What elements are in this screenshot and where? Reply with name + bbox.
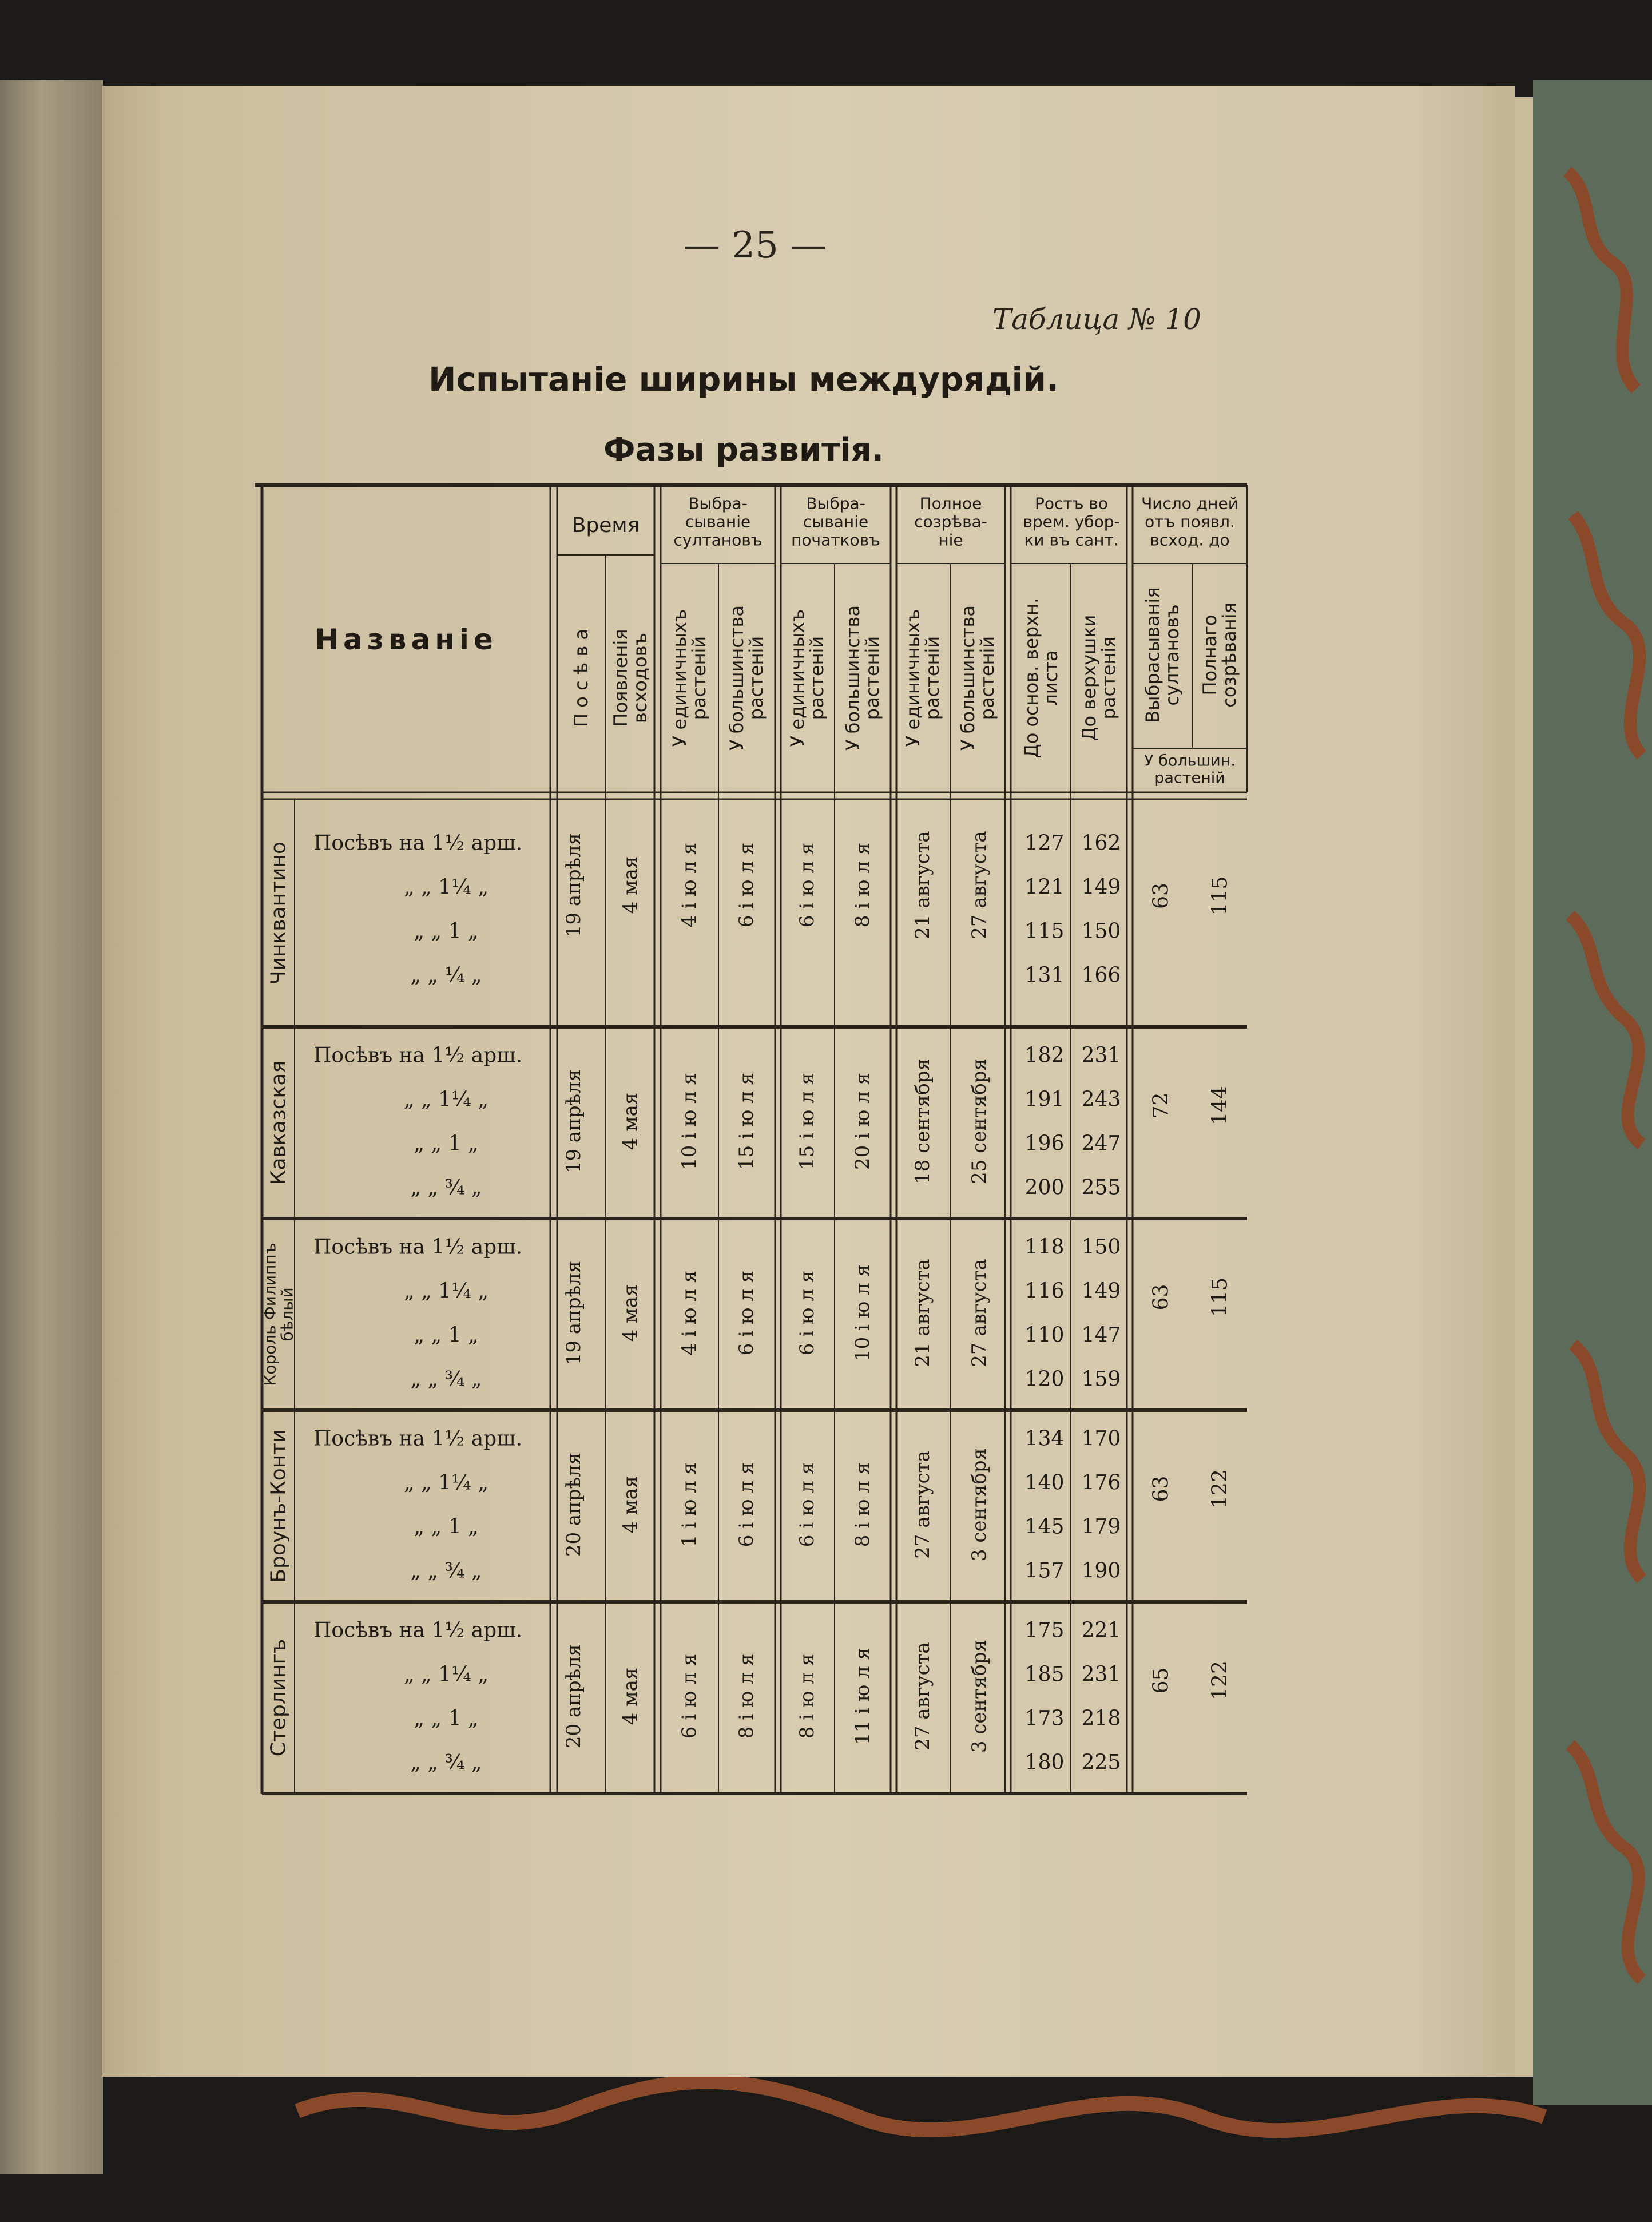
table-label: Таблица № 10	[992, 303, 1201, 336]
planting-row-label: „ „ 1 „	[414, 1132, 479, 1156]
growth-to-top-value: 243	[1081, 1088, 1121, 1112]
table-subtitle: Фазы развитія.	[603, 431, 884, 469]
date-ripe-single: 21 августа	[911, 1259, 934, 1367]
date-sultans-most: 6 і ю л я	[735, 1462, 758, 1548]
header-days-note: У большин.	[1144, 752, 1236, 770]
date-cobs-single: 8 і ю л я	[796, 1653, 819, 1739]
header-col-cobs_single: У единичныхъ	[787, 609, 808, 747]
planting-row-label: „ „ ¾ „	[410, 1559, 482, 1583]
growth-to-top-value: 255	[1081, 1176, 1121, 1200]
planting-row-label: „ „ 1 „	[414, 1323, 479, 1347]
header-col-days_ripening: созрѣванія	[1218, 602, 1240, 708]
growth-to-top-value: 176	[1081, 1471, 1121, 1495]
date-sowing: 19 апрѣля	[562, 832, 585, 938]
date-sultans-single: 10 і ю л я	[678, 1072, 701, 1170]
date-cobs-most: 11 і ю л я	[851, 1647, 874, 1745]
growth-to-leaf-value: 180	[1024, 1751, 1065, 1775]
date-cobs-single: 6 і ю л я	[796, 1270, 819, 1356]
days-to-sultans: 65	[1149, 1667, 1173, 1694]
table-title: Испытаніе ширины междурядій.	[428, 360, 1059, 399]
growth-to-leaf-value: 131	[1024, 963, 1065, 987]
growth-to-top-value: 166	[1081, 963, 1121, 987]
header-group-cobs-line: Выбра-	[806, 494, 865, 513]
variety-name: Король Филиппъ	[260, 1243, 280, 1386]
header-col-sowing: П о с ѣ в а	[570, 628, 592, 728]
growth-to-top-value: 147	[1081, 1323, 1121, 1347]
date-sowing: 19 апрѣля	[562, 1260, 585, 1366]
date-ripe-most: 27 августа	[968, 1259, 991, 1367]
variety-name: бѣлый	[277, 1287, 297, 1342]
header-group-sultans-line: султановъ	[673, 530, 763, 550]
date-cobs-most: 10 і ю л я	[851, 1264, 874, 1362]
growth-to-leaf-value: 127	[1024, 831, 1065, 855]
header-col-cobs_single: растеній	[806, 636, 828, 720]
growth-to-top-value: 150	[1081, 1235, 1121, 1259]
date-cobs-most: 20 і ю л я	[851, 1072, 874, 1170]
growth-to-top-value: 150	[1081, 919, 1121, 943]
growth-to-top-value: 162	[1081, 831, 1121, 855]
date-ripe-most: 27 августа	[968, 831, 991, 939]
growth-to-top-value: 190	[1081, 1559, 1121, 1583]
header-group-cobs-line: сываніе	[803, 512, 869, 531]
variety-name: Стерлингъ	[267, 1638, 291, 1757]
planting-row-label: „ „ ¾ „	[410, 1367, 482, 1391]
growth-to-leaf-value: 157	[1024, 1559, 1065, 1583]
header-group-sultans-line: сываніе	[685, 512, 751, 531]
days-to-ripening: 115	[1208, 876, 1232, 916]
header-col-emergence: Появленія	[610, 629, 632, 727]
growth-to-leaf-value: 191	[1024, 1088, 1065, 1112]
planting-row-label: „ „ 1¼ „	[403, 1279, 489, 1303]
header-col-sultans_single: растеній	[688, 636, 710, 720]
header-col-ripe_most: У большинства	[957, 605, 979, 751]
growth-to-top-value: 159	[1081, 1367, 1121, 1391]
date-sultans-single: 4 і ю л я	[678, 1270, 701, 1356]
header-col-ripe_single: У единичныхъ	[902, 609, 924, 747]
planting-row-label: „ „ 1 „	[414, 1707, 479, 1731]
variety-name: Броунъ-Конти	[267, 1429, 291, 1583]
growth-to-leaf-value: 118	[1024, 1235, 1065, 1259]
growth-to-leaf-value: 140	[1024, 1471, 1065, 1495]
planting-row-label: Посѣвъ на 1½ арш.	[313, 1427, 523, 1451]
planting-row-label: „ „ 1¼ „	[403, 1088, 489, 1112]
planting-row-label: „ „ ¾ „	[410, 1751, 482, 1775]
left-page-edge	[0, 80, 103, 2174]
date-sowing: 20 апрѣля	[562, 1644, 585, 1749]
days-to-ripening: 144	[1208, 1086, 1232, 1125]
header-group-days-line: Число дней	[1141, 494, 1238, 513]
date-ripe-most: 25 сентября	[968, 1058, 991, 1184]
date-cobs-single: 6 і ю л я	[796, 1462, 819, 1548]
header-col-sultans_most: У большинства	[726, 605, 748, 751]
planting-row-label: Посѣвъ на 1½ арш.	[313, 1618, 523, 1642]
date-emergence: 4 мая	[619, 1092, 642, 1150]
growth-to-leaf-value: 145	[1024, 1515, 1065, 1539]
growth-to-top-value: 247	[1081, 1132, 1121, 1156]
date-ripe-single: 27 августа	[911, 1450, 934, 1559]
planting-row-label: „ „ 1¼ „	[403, 1471, 489, 1495]
growth-to-top-value: 149	[1081, 1279, 1121, 1303]
growth-to-leaf-value: 196	[1024, 1132, 1065, 1156]
growth-to-leaf-value: 121	[1024, 875, 1065, 899]
header-col-ripe_most: растеній	[976, 636, 998, 720]
growth-to-top-value: 231	[1081, 1043, 1121, 1068]
header-col-sultans_single: У единичныхъ	[669, 609, 690, 747]
growth-to-leaf-value: 200	[1024, 1176, 1065, 1200]
date-sowing: 20 апрѣля	[562, 1452, 585, 1557]
planting-row-label: „ „ 1 „	[414, 1515, 479, 1539]
days-to-sultans: 72	[1149, 1092, 1173, 1119]
planting-row-label: „ „ 1¼ „	[403, 875, 489, 899]
date-emergence: 4 мая	[619, 1667, 642, 1725]
date-emergence: 4 мая	[619, 1475, 642, 1534]
date-sultans-single: 4 і ю л я	[678, 842, 701, 928]
growth-to-leaf-value: 110	[1024, 1323, 1065, 1347]
header-group-days-line: всход. до	[1150, 530, 1230, 550]
header-group-growth-line: Ростъ во	[1034, 494, 1109, 513]
growth-to-leaf-value: 173	[1024, 1707, 1065, 1731]
date-emergence: 4 мая	[619, 1284, 642, 1342]
header-time: Время	[571, 514, 640, 537]
planting-row-label: „ „ ¾ „	[410, 1176, 482, 1200]
growth-to-top-value: 231	[1081, 1662, 1121, 1687]
growth-to-leaf-value: 175	[1024, 1618, 1065, 1642]
variety-name: Чинквантино	[267, 841, 291, 985]
header-col-days_sultans: Выбрасыванія	[1142, 587, 1163, 723]
days-to-sultans: 63	[1149, 1475, 1173, 1502]
days-to-sultans: 63	[1149, 883, 1173, 909]
date-emergence: 4 мая	[619, 856, 642, 914]
header-group-growth-line: ки въ сант.	[1024, 530, 1119, 550]
header-col-to_leaf: До основ. верхн.	[1020, 597, 1042, 759]
date-sultans-most: 6 і ю л я	[735, 842, 758, 928]
days-to-ripening: 122	[1208, 1469, 1232, 1509]
header-days-note: растеній	[1154, 769, 1225, 787]
date-sultans-most: 15 і ю л я	[735, 1072, 758, 1170]
planting-row-label: Посѣвъ на 1½ арш.	[313, 1043, 523, 1068]
header-group-days-line: отъ появл.	[1145, 512, 1235, 531]
growth-to-leaf-value: 134	[1024, 1427, 1065, 1451]
date-sowing: 19 апрѣля	[562, 1069, 585, 1174]
planting-row-label: „ „ 1 „	[414, 919, 479, 943]
header-col-cobs_most: растеній	[861, 636, 883, 720]
variety-name: Кавказская	[267, 1060, 291, 1185]
growth-to-leaf-value: 185	[1024, 1662, 1065, 1687]
growth-to-leaf-value: 116	[1024, 1279, 1065, 1303]
date-sultans-most: 8 і ю л я	[735, 1653, 758, 1739]
planting-row-label: Посѣвъ на 1½ арш.	[313, 831, 523, 855]
days-to-ripening: 115	[1208, 1277, 1232, 1317]
planting-row-label: Посѣвъ на 1½ арш.	[313, 1235, 523, 1259]
header-group-sultans-line: Выбра-	[688, 494, 748, 513]
growth-to-leaf-value: 120	[1024, 1367, 1065, 1391]
header-group-ripening-line: созрѣва-	[914, 512, 987, 531]
header-col-emergence: всходовъ	[629, 632, 651, 724]
page-number: — 25 —	[683, 224, 827, 267]
growth-to-top-value: 179	[1081, 1515, 1121, 1539]
growth-to-leaf-value: 182	[1024, 1043, 1065, 1068]
date-ripe-single: 18 сентября	[911, 1058, 934, 1184]
growth-to-top-value: 149	[1081, 875, 1121, 899]
days-to-ripening: 122	[1208, 1661, 1232, 1700]
days-to-sultans: 63	[1149, 1284, 1173, 1311]
header-col-cobs_most: У большинства	[842, 605, 864, 751]
header-col-days_ripening: Полнаго	[1199, 614, 1221, 696]
date-ripe-single: 21 августа	[911, 831, 934, 939]
date-ripe-single: 27 августа	[911, 1642, 934, 1751]
header-col-ripe_single: растеній	[922, 636, 943, 720]
growth-to-leaf-value: 115	[1024, 919, 1065, 943]
growth-to-top-value: 218	[1081, 1707, 1121, 1731]
date-cobs-single: 6 і ю л я	[796, 842, 819, 928]
date-sultans-single: 1 і ю л я	[678, 1462, 701, 1548]
date-ripe-most: 3 сентября	[968, 1639, 991, 1753]
date-ripe-most: 3 сентября	[968, 1447, 991, 1562]
date-sultans-single: 6 і ю л я	[678, 1653, 701, 1739]
growth-to-top-value: 170	[1081, 1427, 1121, 1451]
header-col-to_leaf: листа	[1040, 650, 1062, 706]
planting-row-label: „ „ ¼ „	[410, 963, 482, 987]
date-sultans-most: 6 і ю л я	[735, 1270, 758, 1356]
growth-to-top-value: 225	[1081, 1751, 1121, 1775]
date-cobs-most: 8 і ю л я	[851, 1462, 874, 1548]
planting-row-label: „ „ 1¼ „	[403, 1662, 489, 1687]
name-column-header: Названіе	[315, 623, 498, 656]
header-col-to_top: До верхушки	[1078, 614, 1100, 741]
header-group-cobs-line: початковъ	[791, 530, 880, 550]
header-col-days_sultans: султановъ	[1161, 604, 1183, 706]
header-group-ripening-line: Полное	[919, 494, 982, 513]
date-cobs-most: 8 і ю л я	[851, 842, 874, 928]
header-col-to_top: растенія	[1098, 636, 1119, 720]
header-group-growth-line: врем. убор-	[1023, 512, 1120, 531]
date-cobs-single: 15 і ю л я	[796, 1072, 819, 1170]
header-group-ripening-line: ніе	[938, 530, 963, 550]
header-col-sultans_most: растеній	[745, 636, 767, 720]
growth-to-top-value: 221	[1081, 1618, 1121, 1642]
